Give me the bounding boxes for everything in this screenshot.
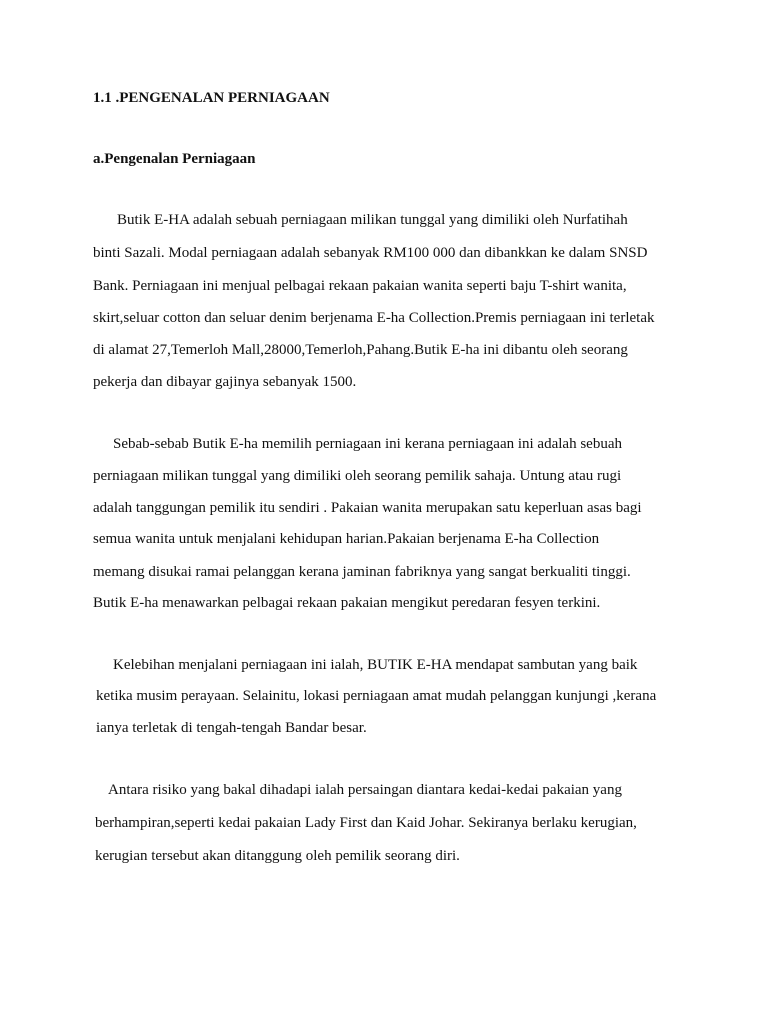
- paragraph-line: Sebab-sebab Butik E-ha memilih perniagaan ini kerana perniagaan ini adalah sebuah: [113, 436, 622, 452]
- paragraph-line: ketika musim perayaan. Selainitu, lokasi perniagaan amat mudah pelanggan kunjungi ,kerana: [96, 688, 657, 704]
- paragraph-line: Butik E-ha menawarkan pelbagai rekaan pakaian mengikut peredaran fesyen terkini.: [93, 595, 601, 611]
- paragraph-line: perniagaan milikan tunggal yang dimiliki oleh seorang pemilik sahaja. Untung atau rugi: [93, 468, 622, 484]
- paragraph-line: memang disukai ramai pelanggan kerana jaminan fabriknya yang sangat berkualiti tinggi.: [93, 564, 631, 580]
- paragraph-line: Antara risiko yang bakal dihadapi ialah persaingan diantara kedai-kedai pakaian yang: [108, 782, 622, 798]
- section-title: 1.1 .PENGENALAN PERNIAGAAN: [93, 90, 330, 106]
- paragraph-line: semua wanita untuk menjalani kehidupan harian.Pakaian berjenama E-ha Collection: [93, 531, 600, 547]
- paragraph-line: binti Sazali. Modal perniagaan adalah sebanyak RM100 000 dan dibankkan ke dalam SNSD: [93, 245, 648, 261]
- paragraph-line: skirt,seluar cotton dan seluar denim berjenama E-ha Collection.Premis perniagaan ini terletak: [93, 310, 655, 326]
- paragraph-line: berhampiran,seperti kedai pakaian Lady First dan Kaid Johar. Sekiranya berlaku kerugian,: [95, 815, 637, 831]
- paragraph-line: Kelebihan menjalani perniagaan ini ialah, BUTIK E-HA mendapat sambutan yang baik: [113, 657, 638, 673]
- subsection-title: a.Pengenalan Perniagaan: [93, 151, 256, 167]
- paragraph-line: di alamat 27,Temerloh Mall,28000,Temerloh,Pahang.Butik E-ha ini dibantu oleh seorang: [93, 342, 628, 358]
- paragraph-line: ianya terletak di tengah-tengah Bandar besar.: [96, 720, 367, 736]
- paragraph-line: Bank. Perniagaan ini menjual pelbagai rekaan pakaian wanita seperti baju T-shirt wanita,: [93, 278, 627, 294]
- paragraph-line: adalah tanggungan pemilik itu sendiri . Pakaian wanita merupakan satu keperluan asas bagi: [93, 500, 642, 516]
- paragraph-line: pekerja dan dibayar gajinya sebanyak 1500.: [93, 374, 357, 390]
- paragraph-line: Butik E-HA adalah sebuah perniagaan milikan tunggal yang dimiliki oleh Nurfatihah: [117, 212, 628, 228]
- paragraph-line: kerugian tersebut akan ditanggung oleh pemilik seorang diri.: [95, 848, 460, 864]
